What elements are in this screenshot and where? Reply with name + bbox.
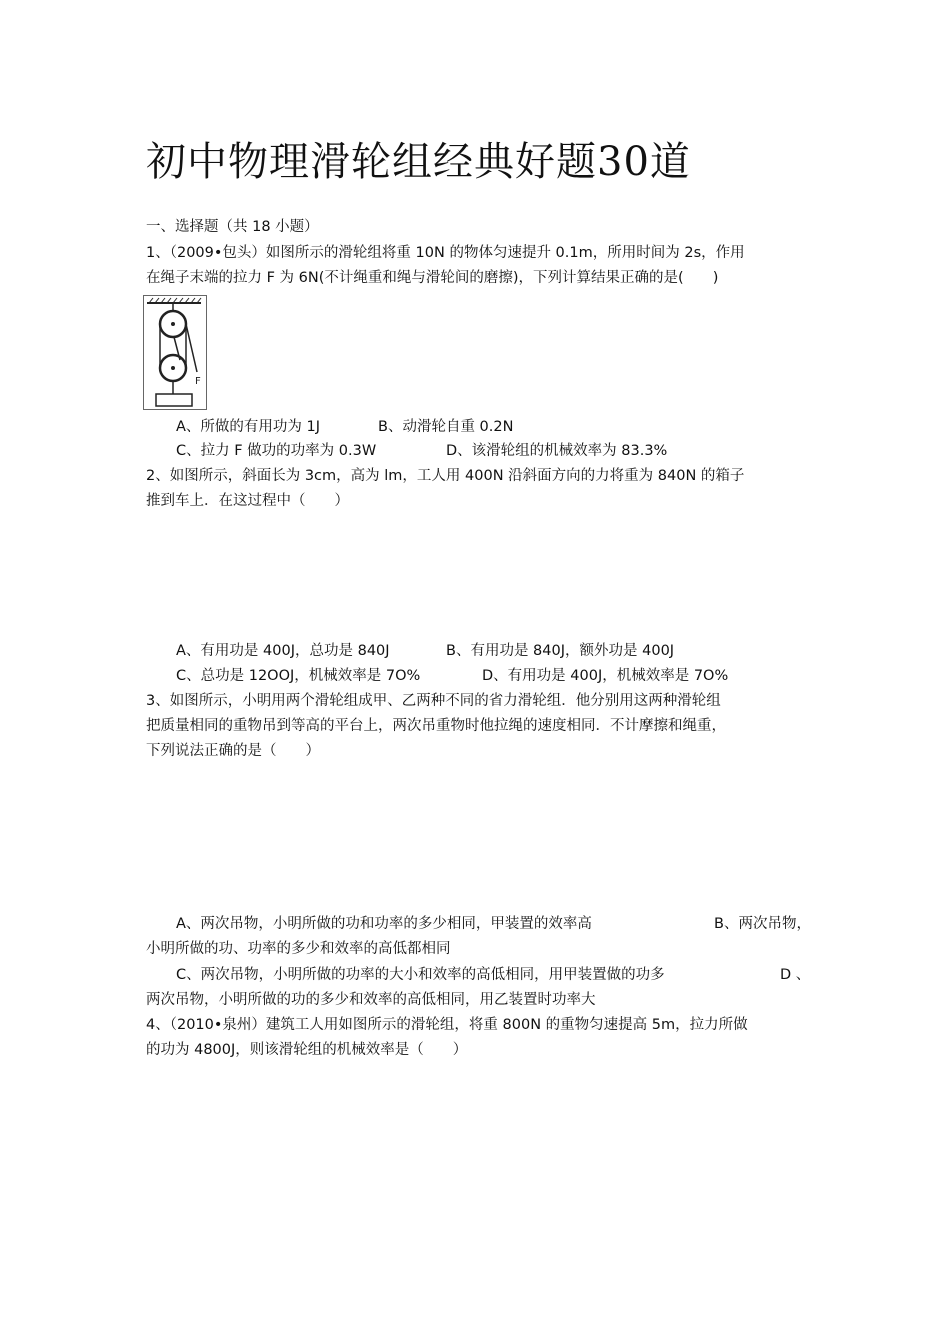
q3-option-b-continued: 小明所做的功、功率的多少和效率的高低都相同 bbox=[146, 941, 451, 957]
document-title: 初中物理滑轮组经典好题30道 bbox=[146, 139, 691, 185]
pulley-system-figure bbox=[143, 295, 207, 410]
q3-text-line3: 下列说法正确的是（ ） bbox=[146, 743, 320, 759]
q3-option-d-continued: 两次吊物，小明所做的功的多少和效率的高低相同，用乙装置时功率大 bbox=[146, 992, 596, 1008]
q2-option-b: B、有用功是 840J，额外功是 400J bbox=[446, 643, 675, 659]
q1-option-a: A、所做的有用功为 1J bbox=[176, 419, 321, 435]
q3-text-line1: 3、如图所示，小明用两个滑轮组成甲、乙两种不同的省力滑轮组．他分别用这两种滑轮组 bbox=[146, 693, 721, 709]
section-heading: 一、选择题（共 18 小题） bbox=[146, 219, 319, 235]
q3-text-line2: 把质量相同的重物吊到等高的平台上，两次吊重物时他拉绳的速度相同．不计摩擦和绳重， bbox=[146, 718, 726, 734]
force-label: F bbox=[195, 376, 201, 387]
q2-text-line1: 2、如图所示，斜面长为 3cm，高为 lm，工人用 400N 沿斜面方向的力将重为 840N 的箱子 bbox=[146, 468, 745, 484]
q1-option-d: D、该滑轮组的机械效率为 83.3% bbox=[446, 443, 668, 459]
q3-option-c: C、两次吊物，小明所做的功率的大小和效率的高低相同，用甲装置做的功多 bbox=[176, 967, 665, 983]
q3-option-a: A、两次吊物，小明所做的功和功率的多少相同，甲装置的效率高 bbox=[176, 916, 592, 932]
q2-text-line2: 推到车上．在这过程中（ ） bbox=[146, 493, 349, 509]
q1-text-line2: 在绳子末端的拉力 F 为 6N(不计绳重和绳与滑轮间的磨擦)，下列计算结果正确的是( ) bbox=[146, 270, 719, 286]
q1-option-c: C、拉力 F 做功的功率为 0.3W bbox=[176, 443, 377, 459]
pulley-diagram bbox=[144, 296, 206, 409]
q3-option-d: D 、 bbox=[780, 967, 811, 983]
q1-text-line1: 1、（2009•包头）如图所示的滑轮组将重 10N 的物体匀速提升 0.1m，所用时间为 2s，作用 bbox=[146, 245, 745, 261]
q1-option-b: B、动滑轮自重 0.2N bbox=[378, 419, 514, 435]
q2-option-d: D、有用功是 400J，机械效率是 7O% bbox=[482, 668, 729, 684]
q4-text-line1: 4、（2010•泉州）建筑工人用如图所示的滑轮组，将重 800N 的重物匀速提高 5m，拉力所做 bbox=[146, 1017, 748, 1033]
q2-option-a: A、有用功是 400J，总功是 840J bbox=[176, 643, 390, 659]
q2-option-c: C、总功是 12OOJ，机械效率是 7O% bbox=[176, 668, 421, 684]
q4-text-line2: 的功为 4800J，则该滑轮组的机械效率是（ ） bbox=[146, 1042, 468, 1058]
q3-option-b: B、两次吊物， bbox=[714, 916, 811, 932]
